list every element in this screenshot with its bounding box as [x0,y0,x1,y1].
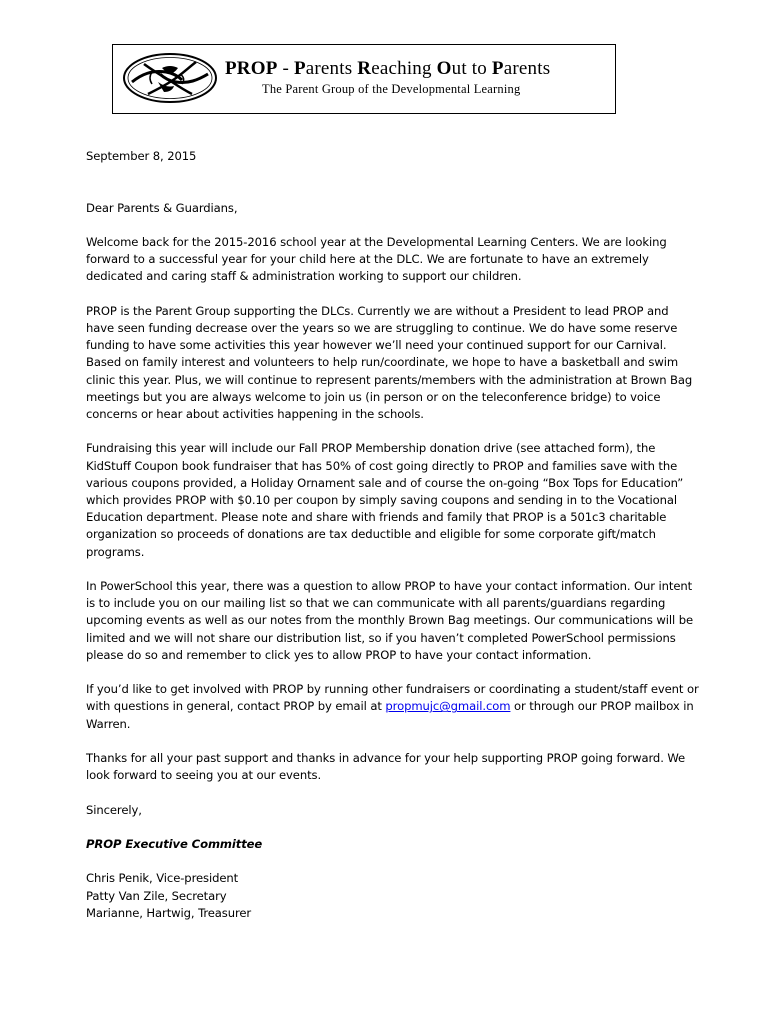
title-word: ut to [451,58,492,79]
title-initial: P [491,58,504,79]
paragraph-welcome: Welcome back for the 2015-2016 school year at the Developmental Learning Centers. We are looking forward to a successful year for your child here at the DLC. We are fortunate to have an extremely dedicated and caring staff & administration working to support our children. [86,234,667,284]
signatory: Chris Penik, Vice-president [86,871,239,886]
paragraph-powerschool: In PowerSchool this year, there was a question to allow PROP to have your contact information. Our intent is to include you on our mailing list so that we can communicate with all parents/guardians regarding upcoming events as well as our notes from the monthly Brown Bag meetings. Our communications will be limited and we will not share our distribution list, so if you haven’t completed PowerSchool permissions please do so and remember to click yes to allow PROP to have your contact information. [86,578,693,662]
letter-date: September 8, 2015 [86,149,197,163]
title-initial: P [293,58,306,79]
signatory: Patty Van Zile, Secretary [86,888,227,903]
paragraph-about-prop: PROP is the Parent Group supporting the DLCs. Currently we are without a President to lead PROP and have seen funding decrease over the years so we are struggling to continue. We do have some reserve funding to have some activities this year however we’ll need your continued support for our Carnival. Based on family interest and volunteers to help run/coordinate, we hope to have a basketball and swim clinic this year. Plus, we will continue to represent parents/members with the administration at Brown Bag meetings but you are always welcome to join us (in person or on the teleconference bridge) to voice concerns or hear about activities happening in the schools. [86,303,693,421]
letterhead-title [225,58,550,80]
title-dash: - [277,58,294,79]
title-prefix: PROP [225,58,278,79]
title-word: arents [503,58,551,79]
paragraph-get-involved [86,681,700,733]
letterhead-subtitle: The Parent Group of the Developmental Learning [262,82,521,96]
joined-hands-logo [122,52,218,104]
paragraph-thanks: Thanks for all your past support and thanks in advance for your help supporting PROP going forward. We look forward to seeing you at our events. [86,750,686,783]
title-word: arents [305,58,358,79]
salutation: Dear Parents & Guardians, [86,200,238,215]
signatory: Marianne, Hartwig, Treasurer [86,905,252,920]
letter-body [86,148,700,922]
committee-signature: PROP Executive Committee [86,836,263,851]
title-word: eaching [371,58,437,79]
paragraph-fundraising: Fundraising this year will include our Fall PROP Membership donation drive (see attached form), the KidStuff Coupon book fundraiser that has 50% of cost going directly to PROP and families save with the various coupons provided, a Holiday Ornament sale and of course the on-going “Box Tops for Education” which provides PROP with $0.10 per coupon by simply saving coupons and sending in to the Vocational Education department. Please note and share with friends and family that PROP is a 501c3 charitable organization so proceeds of donations are tax deductible and eligible for some corporate gift/match programs. [86,441,684,559]
title-initial: R [357,58,372,79]
email-link[interactable]: propmujc@gmail.com [385,699,511,714]
get-involved-text: If you’d like to get involved with PROP by running other fundraisers or coordinating a student/staff event or with questions in general, contact PROP by email at [86,682,699,714]
closing: Sincerely, [86,802,142,817]
title-initial: O [436,58,452,79]
get-involved-text-end: or through our PROP mailbox in Warren. [86,699,694,731]
